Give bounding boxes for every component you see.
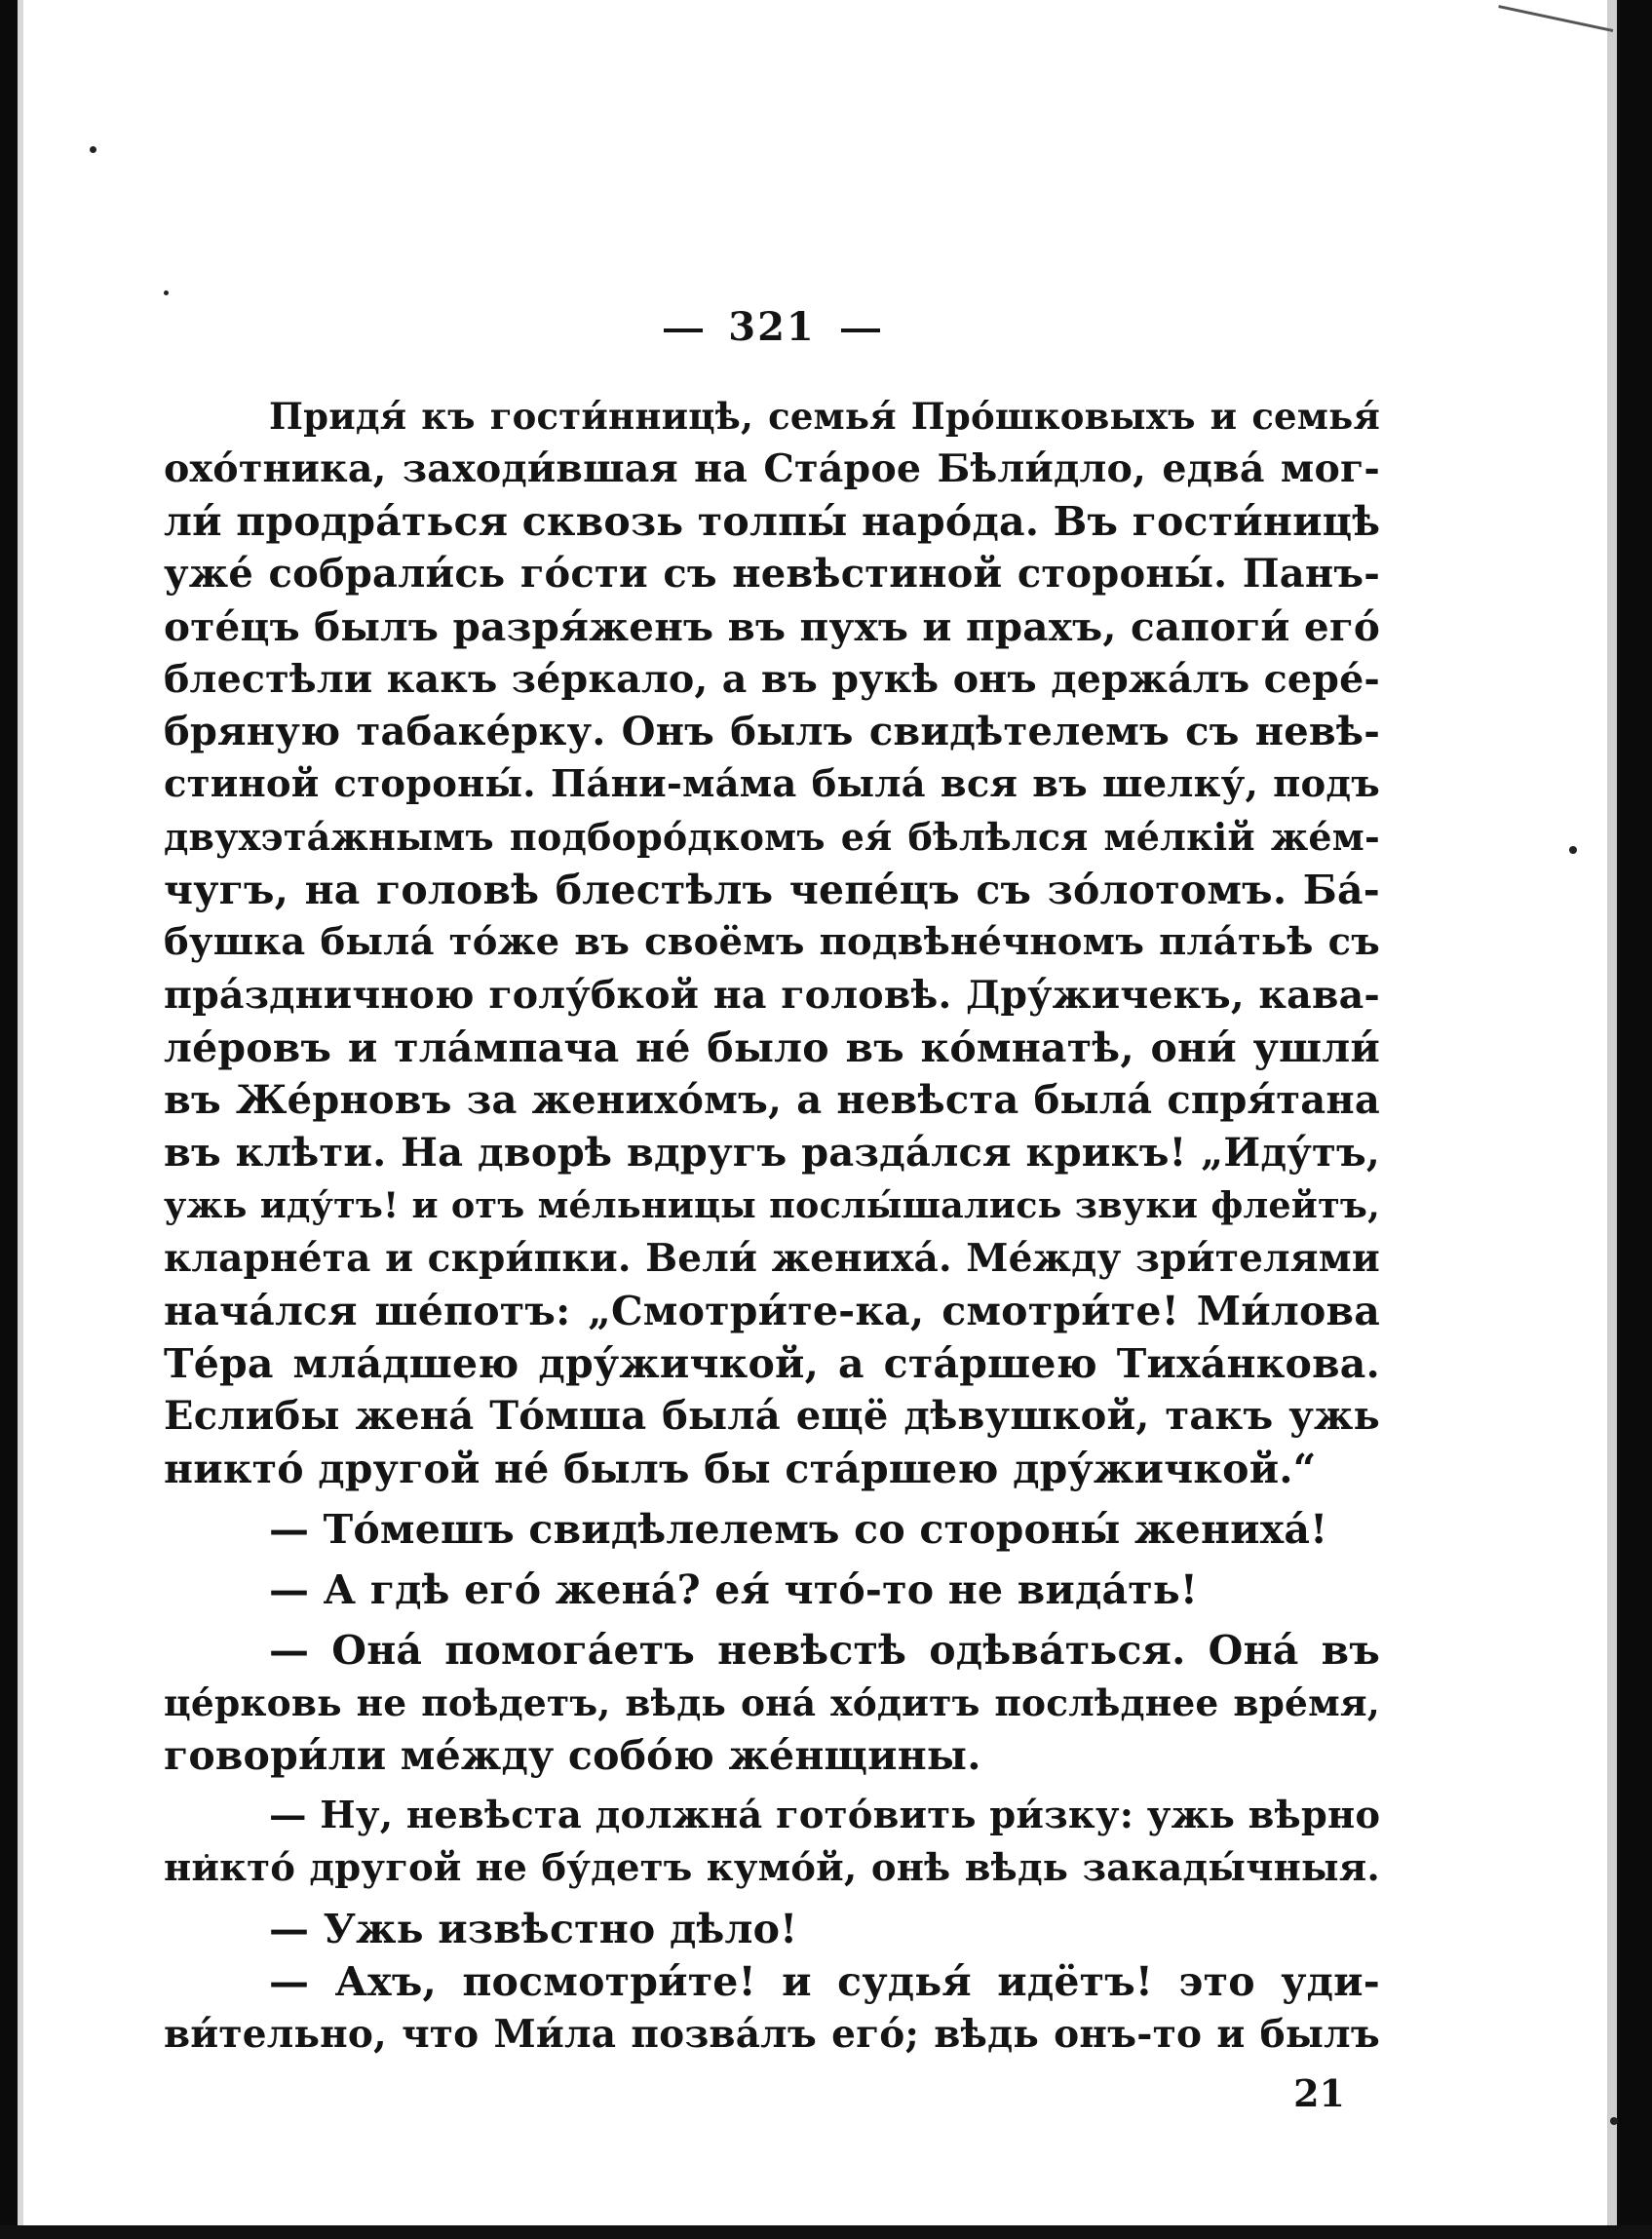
signature-mark: 21 <box>1293 2071 1345 2115</box>
text-line: ле́ровъ и тла́мпача не́ было въ ко́мнатѣ, они́ ушли́ <box>164 1024 1380 1071</box>
scan-speck <box>164 290 169 295</box>
scan-border-left <box>0 0 18 2239</box>
text-line: пра́здничною голу́бкой на головѣ. Дру́жичекъ, кава- <box>164 973 1380 1018</box>
text-line: блестѣли какъ зе́ркало, а въ рукѣ онъ держа́лъ сере́- <box>164 657 1380 702</box>
page-header <box>164 298 1380 357</box>
text-line: въ Же́рновъ за женихо́мъ, а невѣста была́ спря́тана <box>164 1077 1380 1123</box>
text-line: оте́цъ былъ разря́женъ въ пухъ и прахъ, сапоги́ его́ <box>164 603 1381 650</box>
text-line: ли́ продра́ться сквозь толпы́ наро́да. Въ гости́ницѣ <box>164 498 1381 545</box>
scan-border-right <box>1617 0 1652 2239</box>
header-dash-left <box>664 328 703 332</box>
text-line: стиной стороны́. Па́ни-ма́ма была́ вся въ шелку́, подъ <box>164 762 1380 806</box>
text-line: — То́мешъ свидѣлелемъ со стороны́ жениха́! <box>269 1506 1328 1553</box>
text-line: Еслибы жена́ То́мша была́ ещё дѣвушкой, такъ ужь <box>164 1393 1380 1439</box>
book-page <box>164 298 1380 2121</box>
text-line: — А гдѣ его́ жена́? ея́ что́-то не вида́ть! <box>269 1566 1199 1613</box>
text-line: говори́ли ме́жду собо́ю же́нщины. <box>164 1732 981 1779</box>
text-line: чугъ, на головѣ блестѣлъ чепе́цъ съ зо́лотомъ. Ба́- <box>164 867 1380 913</box>
scan-speck <box>1569 846 1577 854</box>
scan-border-left-shade <box>18 0 23 2239</box>
text-line: бряную табаке́рку. Онъ былъ свидѣтелемъ съ невѣ- <box>164 709 1380 754</box>
text-line: ви́тельно, что Ми́ла позва́лъ его́; вѣдь онъ-то и былъ <box>164 2012 1380 2057</box>
text-line: — Ну, невѣста должна́ гото́вить ри́зку: ужь вѣрно <box>269 1794 1381 1837</box>
text-line: въ клѣти. На дворѣ вдругъ разда́лся крикъ! „Иду́тъ, <box>164 1130 1380 1176</box>
text-line: — Ахъ, посмотри́те! и судья́ идётъ! это уди- <box>269 1958 1380 2005</box>
text-line: нача́лся ше́потъ: „Смотри́те-ка, смотри́те! Ми́лова <box>164 1288 1380 1334</box>
header-dash-right <box>841 328 880 332</box>
page-body-text <box>164 390 1380 2061</box>
text-line: никто́ другой не бу́детъ кумо́й, онѣ вѣдь закады́чныя. <box>164 1846 1380 1890</box>
scan-speck <box>1610 2117 1618 2125</box>
text-line: Те́ра мла́дшею дру́жичкой, а ста́ршею Тиха́нкова. <box>164 1340 1380 1387</box>
text-line: кларне́та и скри́пки. Вели́ жениха́. Ме́жду зри́телями <box>164 1236 1380 1281</box>
scan-speck <box>90 146 96 153</box>
text-line: це́рковь не поѣдетъ, вѣдь она́ хо́дитъ послѣднее вре́мя, <box>164 1681 1380 1724</box>
text-line: — Она́ помога́етъ невѣстѣ одѣва́ться. Она́ въ <box>269 1627 1380 1674</box>
scan-border-right-shade <box>1607 0 1617 2239</box>
scan-corner-mark <box>1498 5 1613 32</box>
page-number: 321 <box>728 304 816 350</box>
text-line: бушка была́ то́же въ своёмъ подвѣне́чномъ пла́тьѣ съ <box>164 920 1380 964</box>
text-line: никто́ другой не́ былъ бы ста́ршею дру́жичкой.“ <box>164 1446 1317 1492</box>
text-line: уже́ собрали́сь го́сти съ невѣстиной стороны́. Панъ- <box>164 551 1380 597</box>
text-line: ужь иду́тъ! и отъ ме́льницы послы́шались звуки флейтъ, <box>164 1184 1380 1226</box>
text-line: охо́тника, заходи́вшая на Ста́рое Бѣли́дло, едва́ мог- <box>164 446 1380 491</box>
scan-border-bottom <box>0 2225 1652 2239</box>
text-line: двухэта́жнымъ подборо́дкомъ ея́ бѣлѣлся ме́лкій же́м- <box>164 815 1380 859</box>
text-line: — Ужь извѣстно дѣло! <box>269 1906 798 1952</box>
text-line: Придя́ къ гости́нницѣ, семья́ Про́шковыхъ и семья́ <box>269 395 1380 438</box>
